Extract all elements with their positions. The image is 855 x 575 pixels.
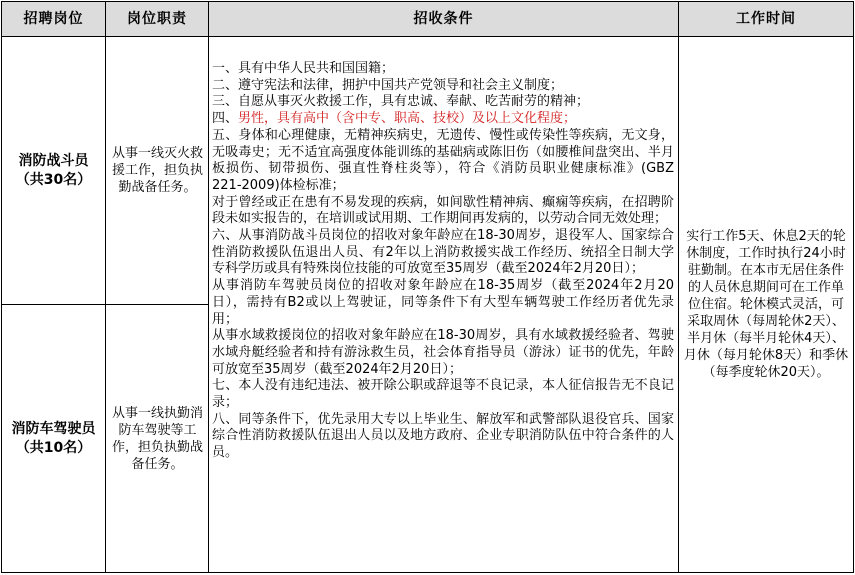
table-row — [2, 37, 854, 305]
header-work-time: 工作时间 — [679, 2, 854, 37]
header-position: 招聘岗位 — [2, 2, 106, 37]
requirement-5b: 对于曾经或正在患有不易发现的疾病，如间歇性精神病、癫痫等疾病，在招聘阶段未如实报告的，在培训或试用期、工作期间再发病的，以劳动合同无效处理； — [212, 194, 674, 227]
header-requirements: 招收条件 — [209, 2, 679, 37]
position-count: （共30名） — [15, 171, 92, 188]
position-name: 消防战斗员 — [18, 152, 89, 169]
position-name: 消防车驾驶员（共10名） — [11, 420, 96, 456]
requirement-7: 七、本人没有违纪违法、被开除公职或辞退等不良记录，本人征信报告无不良记录； — [212, 378, 674, 411]
work-time-cell: 实行工作5天、休息2天的轮休制度，工作时执行24小时驻勤制。在本市无居住条件的人员休息期间可在工作单位住宿。轮休模式灵活，可采取周休（每周轮休2天）、半月休（每半月轮休4天）、月休（每月轮休8天）和季休（每季度轮休20天）。 — [679, 37, 854, 573]
header-duty: 岗位职责 — [106, 2, 209, 37]
requirement-3: 三、自愿从事灭火救援工作，具有忠诚、奉献、吃苦耐劳的精神； — [212, 94, 590, 110]
requirement-6b: 从事消防车驾驶员岗位的招收对象年龄应在18-35周岁（截至2024年2月20日），需持有B2或以上驾驶证，同等条件下有大型车辆驾驶工作经历者优先录用； — [212, 278, 674, 327]
requirement-1: 一、具有中华人民共和国国籍； — [212, 61, 395, 76]
requirements-cell — [209, 37, 679, 573]
requirement-5: 五、身体和心理健康，无精神疾病史，无遗传、慢性或传染性等疾病，无文身，无吸毒史；无不适宜高强度体能训练的基础病或陈旧伤（如腰椎间盘突出、半月板损伤、韧带损伤、强直性脊柱炎等），符合《消防员职业健康标准》(GBZ 221-2009)体检标准； — [212, 127, 674, 193]
recruitment-table — [1, 1, 854, 573]
requirement-4 — [212, 111, 674, 128]
requirement-2: 二、遵守宪法和法律，拥护中国共产党领导和社会主义制度； — [212, 77, 564, 93]
requirement-8: 八、同等条件下，优先录用大专以上毕业生、解放军和武警部队退役官兵、国家综合性消防救援队伍退出人员以及地方政府、企业专职消防队伍中符合条件的人员。 — [212, 411, 674, 461]
requirement-4-prefix: 四、 — [212, 111, 239, 127]
requirement-4-highlight: 男性，具有高中（含中专、职高、技校）及以上文化程度； — [238, 111, 577, 127]
requirement-6c: 从事水域救援岗位的招收对象年龄应在18-30周岁，具有水域救援经验者、驾驶水域舟艇经验者和持有游泳救生员，社会体育指导员（游泳）证书的优先，年龄可放宽至35周岁（截至2024年2月20日）； — [212, 328, 674, 377]
duty-driver: 从事一线执勤消防车驾驶等工作，担负执勤战备任务。 — [106, 305, 209, 573]
position-firefighter — [2, 37, 106, 305]
requirement-6: 六、从事消防战斗员岗位的招收对象年龄应在18-30周岁，退役军人、国家综合性消防救援队伍退出人员、有2年以上消防救援实战工作经历、统招全日制大学专科学历或具有特殊岗位技能的可放宽至35周岁（截至2024年2月20日）； — [212, 228, 674, 277]
duty-firefighter: 从事一线灭火救援工作，担负执勤战备任务。 — [106, 37, 209, 305]
header-row — [2, 2, 854, 37]
position-driver — [2, 305, 106, 573]
